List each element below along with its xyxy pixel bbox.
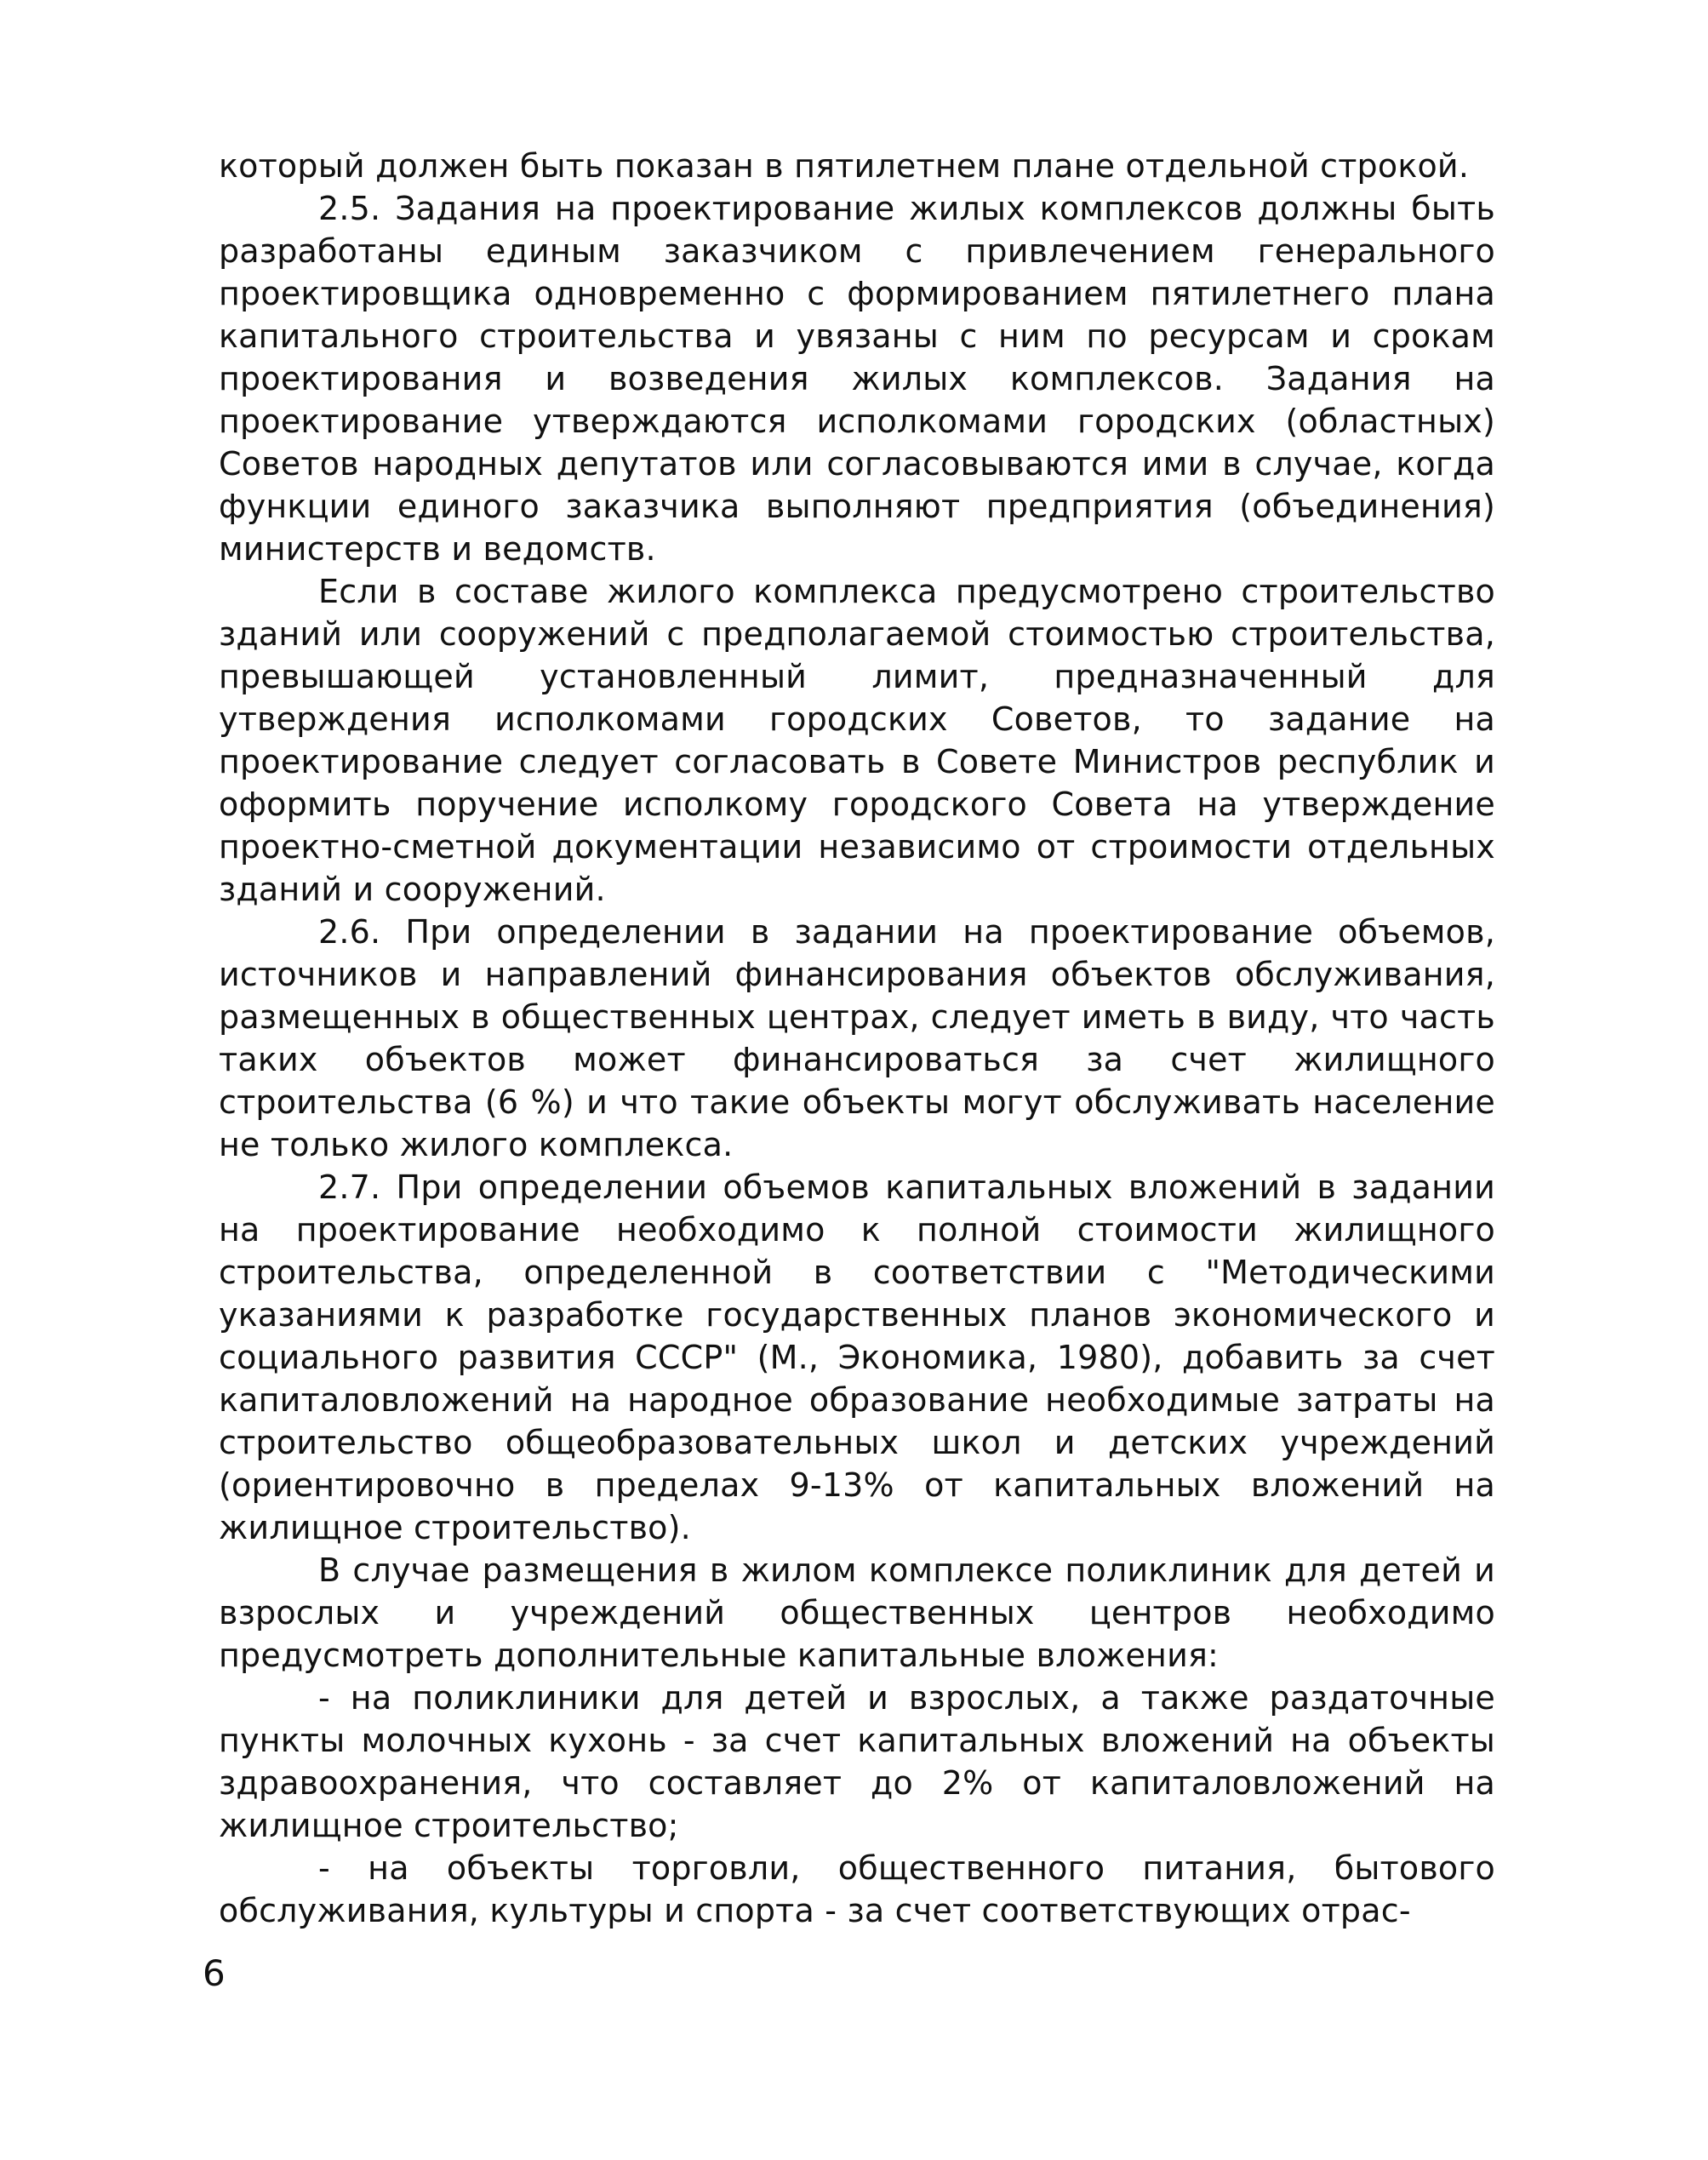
page-number: 6 bbox=[203, 1952, 226, 1994]
paragraph-continuation: который должен быть показан в пятилетнем плане отдельной строкой. bbox=[219, 147, 1470, 185]
document-body bbox=[219, 145, 1495, 1932]
list-item-trade-services: - на объекты торговли, общественного питания, бытового обслуживания, культуры и спорта - за счет соответствующих отрас- bbox=[219, 1849, 1495, 1929]
list-item-polyclinics: - на поликлиники для детей и взрослых, а также раздаточные пункты молочных кухонь - за счет капитальных вложений на объекты здравоохранения, что составляет до 2% от капиталовложений на жилищное строительство; bbox=[219, 1679, 1495, 1844]
paragraph-2-7: 2.7. При определении объемов капитальных вложений в задании на проектирование необходимо к полной стоимости жилищного строительства, определенной в соответствии с "Методическими указаниями к разработке государственных планов экономического и социального развития СССР" (М., Экономика, 1980), добавить за счет капиталовложений на народное образование необходимые затраты на строительство общеобразовательных школ и детских учреждений (ориентировочно в пределах 9-13% от капитальных вложений на жилищное строительство). bbox=[219, 1169, 1495, 1546]
paragraph-additional-investments: В случае размещения в жилом комплексе поликлиник для детей и взрослых и учреждений общественных центров необходимо предусмотреть дополнительные капитальные вложения: bbox=[219, 1551, 1495, 1674]
paragraph-2-5: 2.5. Задания на проектирование жилых комплексов должны быть разработаны единым заказчиком с привлечением генерального проектировщика одновременно с формированием пятилетнего плана капитального строительства и увязаны с ним по ресурсам и срокам проектирования и возведения жилых комплексов. Задания на проектирование утверждаются исполкомами городских (областных) Советов народных депутатов или согласовываются ими в случае, когда функции единого заказчика выполняют предприятия (объединения) министерств и ведомств. bbox=[219, 190, 1495, 568]
paragraph-2-6: 2.6. При определении в задании на проектирование объемов, источников и направлений финансирования объектов обслуживания, размещенных в общественных центрах, следует иметь в виду, что часть таких объектов может финансироваться за счет жилищного строительства (6 %) и что такие объекты могут обслуживать население не только жилого комплекса. bbox=[219, 913, 1495, 1163]
paragraph-limit-approval: Если в составе жилого комплекса предусмотрено строительство зданий или сооружений с предполагаемой стоимостью строительства, превышающей установленный лимит, предназначенный для утверждения исполкомами городских Советов, то задание на проектирование следует согласовать в Совете Министров республик и оформить поручение исполкому городского Совета на утверждение проектно-сметной документации независимо от строимости отдельных зданий и сооружений. bbox=[219, 573, 1495, 908]
